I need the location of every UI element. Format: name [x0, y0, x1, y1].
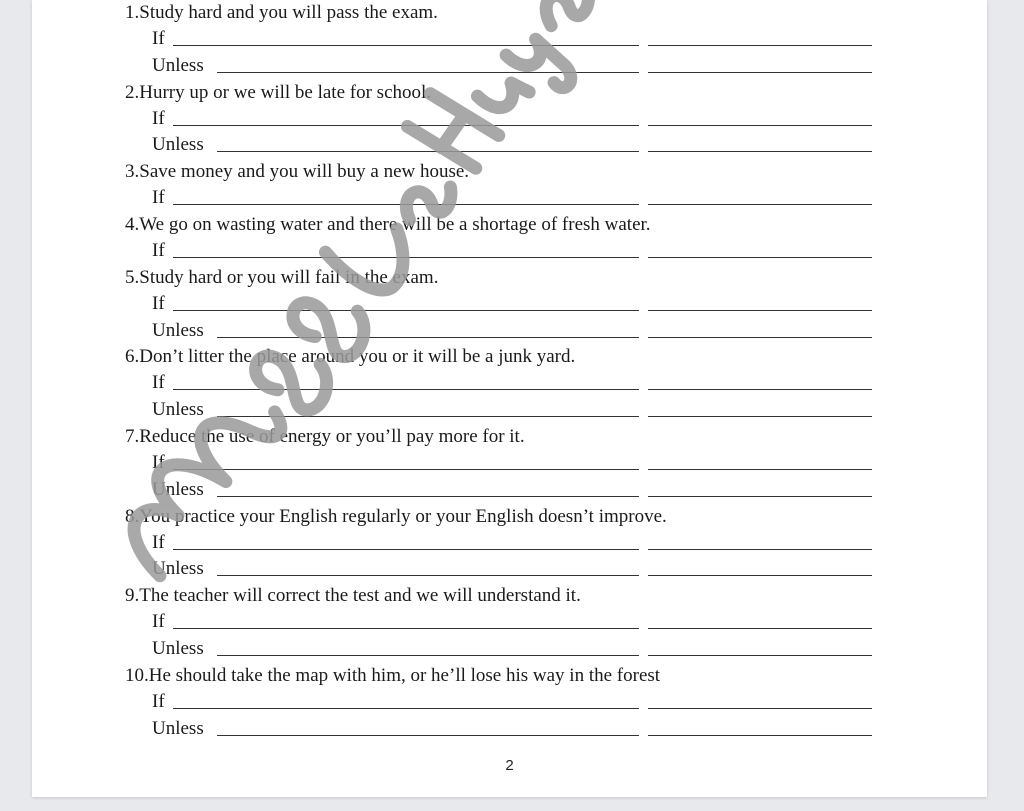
answer-label: If — [152, 107, 165, 129]
answer-label: Unless — [152, 478, 204, 500]
question-text: Reduce the use of energy or you’ll pay more for it. — [139, 425, 525, 447]
answer-blank[interactable] — [173, 204, 639, 205]
answer-blank[interactable] — [648, 575, 872, 576]
answer-blank[interactable] — [217, 735, 639, 736]
answer-label: If — [152, 531, 165, 553]
answer-label: Unless — [152, 54, 204, 76]
question-text: You practice your English regularly or your English doesn’t improve. — [139, 505, 667, 527]
exercise-list — [125, 0, 885, 742]
answer-blank[interactable] — [173, 389, 639, 390]
answer-blank[interactable] — [648, 389, 872, 390]
question-text: Study hard and you will pass the exam. — [139, 2, 438, 23]
question-number: 2. — [125, 81, 140, 103]
answer-row-if — [125, 450, 885, 477]
answer-blank[interactable] — [648, 337, 872, 338]
answer-blank[interactable] — [648, 45, 872, 46]
answer-blank[interactable] — [648, 257, 872, 258]
answer-row-if — [125, 106, 885, 133]
answer-blank[interactable] — [173, 549, 639, 550]
answer-blank[interactable] — [173, 310, 639, 311]
question-number: 6. — [125, 346, 140, 368]
answer-blank[interactable] — [173, 708, 639, 709]
answer-row-if — [125, 689, 885, 716]
answer-blank[interactable] — [217, 575, 639, 576]
answer-label: Unless — [152, 319, 204, 341]
answer-label: If — [152, 239, 165, 261]
question-number: 5. — [125, 266, 140, 288]
answer-row-unless — [125, 53, 885, 80]
answer-blank[interactable] — [173, 469, 639, 470]
question-1 — [125, 0, 885, 26]
question-text: We go on wasting water and there will be a shortage of fresh water. — [139, 213, 651, 235]
question-number: 7. — [125, 425, 140, 447]
question-text: Save money and you will buy a new house. — [139, 161, 470, 183]
answer-row-if — [125, 291, 885, 318]
answer-row-unless — [125, 132, 885, 159]
answer-label: Unless — [152, 558, 204, 580]
answer-row-if — [125, 185, 885, 212]
question-9 — [125, 583, 885, 609]
question-text: He should take the map with him, or he’ll lose his way in the forest — [148, 664, 661, 686]
answer-row-unless — [125, 477, 885, 504]
answer-blank[interactable] — [217, 416, 639, 417]
question-number: 10. — [125, 664, 149, 686]
answer-label: If — [152, 372, 165, 394]
answer-label: Unless — [152, 134, 204, 156]
question-text: Hurry up or we will be late for school. — [139, 81, 432, 103]
answer-blank[interactable] — [648, 310, 872, 311]
answer-label: If — [152, 451, 165, 473]
question-2 — [125, 80, 885, 106]
question-text: Don’t litter the place around you or it will be a junk yard. — [139, 346, 576, 368]
worksheet-page — [32, 0, 987, 797]
answer-blank[interactable] — [648, 549, 872, 550]
answer-blank[interactable] — [648, 496, 872, 497]
answer-blank[interactable] — [648, 735, 872, 736]
question-10 — [125, 663, 885, 689]
answer-blank[interactable] — [648, 708, 872, 709]
question-text: The teacher will correct the test and we will understand it. — [139, 585, 581, 607]
answer-blank[interactable] — [648, 655, 872, 656]
page-number: 2 — [505, 757, 514, 774]
answer-row-unless — [125, 636, 885, 663]
question-number: 8. — [125, 505, 140, 527]
answer-row-if — [125, 26, 885, 53]
answer-row-if — [125, 238, 885, 265]
answer-label: Unless — [152, 717, 204, 739]
question-3 — [125, 159, 885, 185]
answer-label: If — [152, 292, 165, 314]
answer-label: Unless — [152, 637, 204, 659]
answer-blank[interactable] — [173, 257, 639, 258]
answer-blank[interactable] — [648, 151, 872, 152]
answer-label: If — [152, 690, 165, 712]
answer-blank[interactable] — [648, 416, 872, 417]
answer-row-unless — [125, 397, 885, 424]
question-number: 3. — [125, 161, 140, 183]
answer-blank[interactable] — [648, 628, 872, 629]
answer-label: If — [152, 611, 165, 633]
answer-row-if — [125, 530, 885, 557]
answer-blank[interactable] — [648, 204, 872, 205]
answer-label: If — [152, 28, 165, 49]
answer-row-unless — [125, 716, 885, 743]
answer-blank[interactable] — [648, 125, 872, 126]
question-7 — [125, 424, 885, 450]
answer-blank[interactable] — [217, 337, 639, 338]
answer-row-if — [125, 609, 885, 636]
question-number: 1. — [125, 2, 140, 23]
question-number: 9. — [125, 585, 140, 607]
answer-label: Unless — [152, 399, 204, 421]
answer-row-unless — [125, 556, 885, 583]
question-number: 4. — [125, 213, 140, 235]
question-6 — [125, 344, 885, 370]
answer-row-if — [125, 370, 885, 397]
answer-blank[interactable] — [217, 151, 639, 152]
answer-blank[interactable] — [217, 496, 639, 497]
answer-row-unless — [125, 318, 885, 345]
answer-blank[interactable] — [648, 469, 872, 470]
answer-blank[interactable] — [173, 125, 639, 126]
answer-blank[interactable] — [217, 72, 639, 73]
answer-blank[interactable] — [217, 655, 639, 656]
answer-blank[interactable] — [173, 628, 639, 629]
question-5 — [125, 265, 885, 291]
answer-blank[interactable] — [648, 72, 872, 73]
question-8 — [125, 504, 885, 530]
answer-blank[interactable] — [173, 45, 639, 46]
question-text: Study hard or you will fail in the exam. — [139, 266, 439, 288]
answer-label: If — [152, 187, 165, 209]
question-4 — [125, 212, 885, 238]
